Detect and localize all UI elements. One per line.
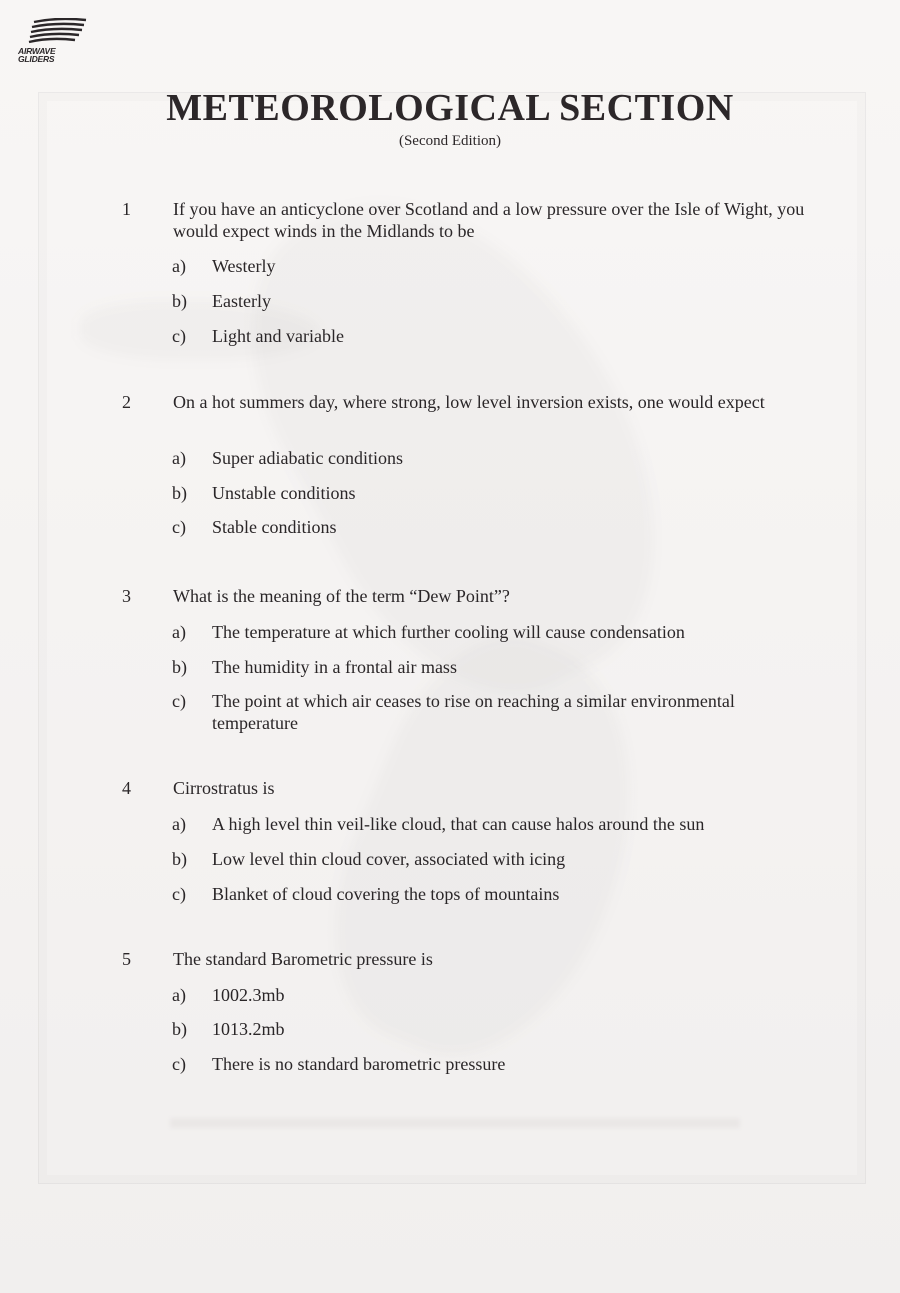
question-text: The standard Barometric pressure is	[173, 949, 433, 969]
option-text: The point at which air ceases to rise on reaching a similar environmental temperature	[212, 691, 735, 733]
question-text: On a hot summers day, where strong, low level inversion exists, one would expect	[173, 392, 765, 412]
option-text: Westerly	[212, 256, 276, 276]
option-letter: a)	[172, 622, 186, 642]
option-text: The temperature at which further cooling will cause condensation	[212, 622, 685, 642]
option-text: Light and variable	[212, 326, 344, 346]
option-text: Low level thin cloud cover, associated with icing	[212, 849, 566, 869]
airwave-logo	[18, 18, 88, 62]
option-text: There is no standard barometric pressure	[212, 1054, 506, 1074]
logo-line-1: AIRWAVE	[18, 46, 56, 56]
option-letter: a)	[172, 814, 186, 834]
option-text: Easterly	[212, 291, 271, 311]
question-number: 3	[122, 586, 131, 606]
option-letter: a)	[172, 985, 186, 1005]
question-number: 5	[122, 949, 131, 969]
logo-line-2: GLIDERS	[18, 54, 55, 64]
option-letter: b)	[172, 849, 187, 869]
option-text: The humidity in a frontal air mass	[212, 657, 457, 677]
option-text: Stable conditions	[212, 517, 337, 537]
page-title: METEOROLOGICAL SECTION	[166, 87, 734, 129]
question-number: 1	[122, 199, 131, 219]
option-letter: b)	[172, 657, 187, 677]
option-letter: c)	[172, 517, 186, 537]
option-text: Unstable conditions	[212, 483, 356, 503]
option-text: 1002.3mb	[212, 985, 285, 1005]
question-text: If you have an anticyclone over Scotland and a low pressure over the Isle of Wight, you would expect winds in the Midlands to be	[173, 199, 805, 241]
option-text: Super adiabatic conditions	[212, 448, 403, 468]
option-letter: b)	[172, 291, 187, 311]
option-text: 1013.2mb	[212, 1019, 285, 1039]
option-letter: c)	[172, 884, 186, 904]
logo-wordmark	[18, 47, 88, 63]
option-letter: b)	[172, 483, 187, 503]
option-text: A high level thin veil-like cloud, that can cause halos around the sun	[212, 814, 705, 834]
question-number: 2	[122, 392, 131, 412]
question-text: What is the meaning of the term “Dew Point”?	[173, 586, 510, 606]
option-letter: c)	[172, 326, 186, 346]
question-number: 4	[122, 778, 131, 798]
option-text: Blanket of cloud covering the tops of mountains	[212, 884, 560, 904]
option-letter: a)	[172, 448, 186, 468]
page-subtitle: (Second Edition)	[398, 133, 502, 149]
question-text: Cirrostratus is	[173, 778, 275, 798]
option-letter: c)	[172, 1054, 186, 1074]
bleed-through-footer	[170, 1118, 740, 1128]
option-letter: b)	[172, 1019, 187, 1039]
option-letter: c)	[172, 691, 186, 711]
option-letter: a)	[172, 256, 186, 276]
wave-stripes-icon	[28, 18, 88, 46]
